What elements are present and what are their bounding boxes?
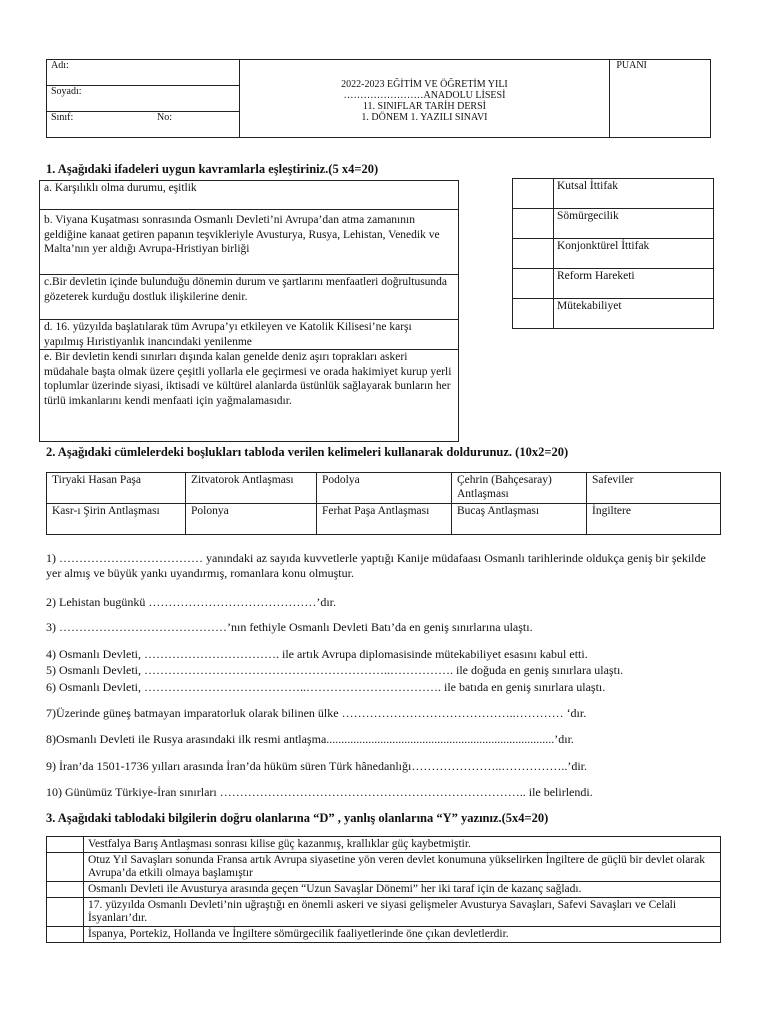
word-cell: Podolya [317, 473, 452, 504]
concept-3: Konjonktürel İttifak [554, 239, 714, 269]
exam-line: 1. DÖNEM 1. YAZILI SINAVI [361, 111, 488, 123]
answer-box[interactable] [513, 299, 554, 329]
class-label: Sınıf: [51, 112, 74, 123]
surname-field[interactable] [47, 86, 240, 112]
section3-true-false-table [46, 836, 721, 943]
question-3: 3) ……………………………………’nın fethiyle Osmanlı Devleti Batı’da en geniş sınırlarına ulaştı. [46, 620, 533, 634]
word-cell: Bucaş Antlaşması [452, 504, 587, 535]
word-cell: İngiltere [587, 504, 721, 535]
question-2: 2) Lehistan bugünkü ……………………………………’dır. [46, 595, 336, 609]
tf-statement-5: İspanya, Portekiz, Hollanda ve İngiltere sömürgecilik faaliyetlerinde öne çıkan devletlerdir. [84, 927, 721, 943]
exam-header [46, 59, 711, 138]
statement-c: c.Bir devletin içinde bulunduğu dönemin durum ve şartlarını menfaatleri doğrultusunda gözeterek kurduğu dostluk ilişkilerine denir. [40, 275, 459, 320]
question-4: 4) Osmanlı Devleti, ……………………………. ile artık Avrupa diplomasisinde mütekabiliyet esasını kabul etti. [46, 647, 588, 661]
concept-2: Sömürgecilik [554, 209, 714, 239]
answer-box[interactable] [513, 179, 554, 209]
statement-e: e. Bir devletin kendi sınırları dışında kalan genelde deniz aşırı toprakları askeri müdahale başta olmak üzere çeşitli yollarla ele geçirmesi ve orada hakimiyet kurup yerli toplumlar üzerinde siyasi, iktisadi ve kültürel alanlarda üstünlük sağlayarak bunların her türlü imkanlarını kendi menfaati için yağmalamasıdır. [40, 350, 459, 442]
answer-box[interactable] [47, 853, 84, 882]
question-10: 10) Günümüz Türkiye-İran sınırları ………………………………………………………………….. ile belirlendi. [46, 785, 593, 799]
name-label: Adı: [51, 60, 69, 71]
statement-b: b. Viyana Kuşatması sonrasında Osmanlı Devleti’ni Avrupa’dan atma zamanının geldiğine kanaat getiren papanın teşvikleriyle Avusturya, Rusya, Lehistan, Venedik ve Malta’nın yer aldığı Avrupa-Hristiyan birliği [40, 210, 459, 275]
tf-statement-4: 17. yüzyılda Osmanlı Devleti’nin uğraştığı en önemli askeri ve siyasi gelişmeler Avusturya Savaşları, Safevi Savaşları ve Celali İsyanları’dır. [84, 898, 721, 927]
word-cell: Polonya [186, 504, 317, 535]
class-number-field[interactable] [47, 112, 240, 138]
score-box[interactable] [610, 60, 711, 138]
question-8: 8)Osmanlı Devleti ile Rusya arasındaki ilk resmi antlaşma............................................................................’dır. [46, 732, 574, 746]
word-cell: Ferhat Paşa Antlaşması [317, 504, 452, 535]
question-1: 1) ……………………………… yanındaki az sayıda kuvvetlerle yaptığı Kanije müdafaası Osmanlı tarihlerinde oldukça geniş bir şekilde yer almış ve büyük yankı uyandırmış, romanlara konu olmuştur. [46, 551, 706, 580]
tf-statement-3: Osmanlı Devleti ile Avusturya arasında geçen “Uzun Savaşlar Dönemi” her iki taraf için de kazanç sağladı. [84, 882, 721, 898]
surname-label: Soyadı: [51, 86, 82, 97]
word-cell: Tiryaki Hasan Paşa [47, 473, 186, 504]
answer-box[interactable] [513, 239, 554, 269]
score-label: PUANI [616, 60, 647, 71]
question-7: 7)Üzerinde güneş batmayan imparatorluk olarak bilinen ülke ……………………………………..………… ‘dır. [46, 706, 587, 720]
answer-box[interactable] [513, 209, 554, 239]
word-cell: Kasr-ı Şirin Antlaşması [47, 504, 186, 535]
answer-box[interactable] [47, 837, 84, 853]
question-9: 9) İran’da 1501-1736 yılları arasında İran’da hüküm süren Türk hânedanlığı…………………..……………..’dir. [46, 759, 587, 773]
statement-a: a. Karşılıklı olma durumu, eşitlik [40, 181, 459, 210]
question-5: 5) Osmanlı Devleti, ……………………………………………………..……………. ile doğuda en geniş sınırlara ulaştı. [46, 663, 624, 677]
school-line: ……………………ANADOLU LİSESİ [343, 89, 506, 101]
number-label: No: [157, 112, 172, 123]
word-cell: Çehrin (Bahçesaray) Antlaşması [452, 473, 587, 504]
section3-title: 3. Aşağıdaki tablodaki bilgilerin doğru olanlarına “D” , yanlış olanlarına “Y” yazınız.(5x4=20) [46, 811, 549, 825]
year-line: 2022-2023 EĞİTİM VE ÖĞRETİM YILI [341, 78, 508, 90]
section2-word-table [46, 472, 721, 535]
section1-concepts-table [512, 178, 714, 329]
statement-d: d. 16. yüzyılda başlatılarak tüm Avrupa’yı etkileyen ve Katolik Kilisesi’ne karşı yapılmış Hıristiyanlık inancındaki yenilenme [40, 320, 459, 350]
concept-4: Reform Hareketi [554, 269, 714, 299]
exam-info [239, 60, 610, 138]
section1-title: 1. Aşağıdaki ifadeleri uygun kavramlarla eşleştiriniz.(5 x4=20) [46, 162, 379, 176]
course-line: 11. SINIFLAR TARİH DERSİ [362, 100, 486, 112]
tf-statement-2: Otuz Yıl Savaşları sonunda Fransa artık Avrupa siyasetine yön veren devlet konumuna yükselirken İngiltere de güçlü bir devlet olarak Avrupa’da etkili olmaya başlamıştır [84, 853, 721, 882]
concept-5: Mütekabiliyet [554, 299, 714, 329]
section2-title: 2. Aşağıdaki cümlelerdeki boşlukları tabloda verilen kelimeleri kullanarak doldurunuz. (10x2=20) [46, 445, 569, 459]
answer-box[interactable] [513, 269, 554, 299]
section1-statements-table [39, 180, 459, 442]
answer-box[interactable] [47, 898, 84, 927]
name-field[interactable] [47, 60, 240, 86]
word-cell: Zitvatorok Antlaşması [186, 473, 317, 504]
answer-box[interactable] [47, 882, 84, 898]
word-cell: Safeviler [587, 473, 721, 504]
answer-box[interactable] [47, 927, 84, 943]
concept-1: Kutsal İttifak [554, 179, 714, 209]
tf-statement-1: Vestfalya Barış Antlaşması sonrası kilise güç kazanmış, krallıklar güç kaybetmiştir. [84, 837, 721, 853]
question-6: 6) Osmanlı Devleti, …………………………………..……………………………. ile batıda en geniş sınırlara ulaştı. [46, 680, 606, 694]
